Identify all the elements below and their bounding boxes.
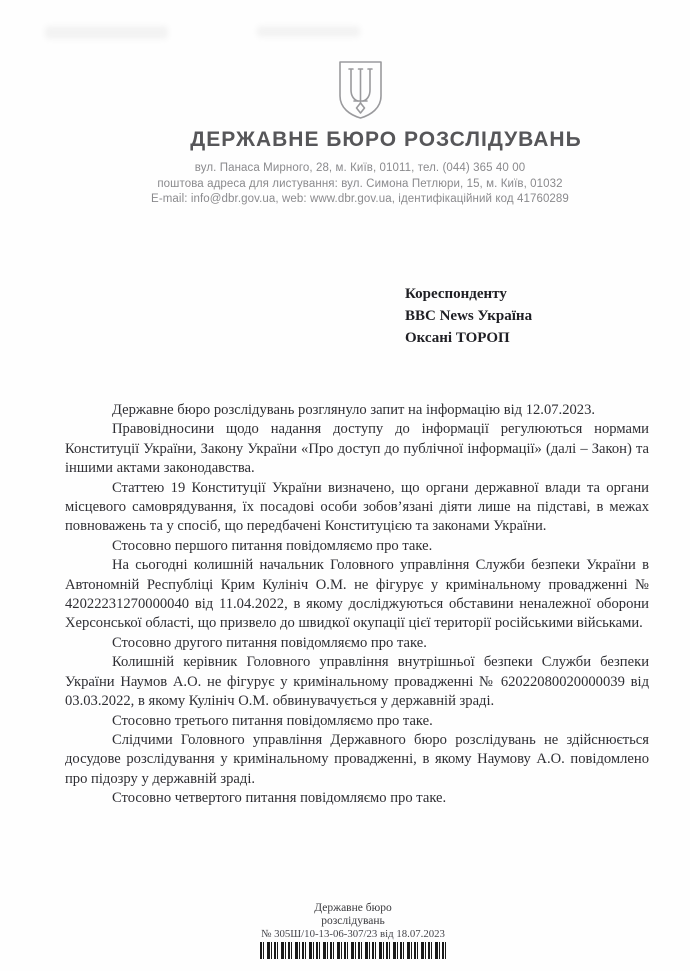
stamp-org-line-1: Державне бюро — [314, 902, 392, 914]
organization-title: ДЕРЖАВНЕ БЮРО РОЗСЛІДУВАНЬ — [190, 128, 582, 151]
address-line-2: поштова адреса для листування: вул. Симона Петлюри, 15, м. Київ, 01032 — [157, 177, 563, 190]
paragraph: Статтею 19 Конституції України визначено, що органи державної влади та органи місцевого самоврядування, їх посадові особи зобов’язані діяти лише на підставі, в межах повноважень та у спосіб, що передбачені Конституцією та законами України. — [65, 479, 649, 535]
barcode — [260, 942, 446, 959]
paragraph: Правовідносини щодо надання доступу до інформації регулюються нормами Конституції України, Закону України «Про доступ до публічної інформації» (далі – Закон) та іншими актами законодавства. — [65, 421, 649, 477]
registration-stamp — [8, 902, 690, 959]
paragraph: Стосовно другого питання повідомляємо про таке. — [112, 634, 427, 651]
organization-contacts — [53, 161, 667, 208]
addressee-organization: BBC News Україна — [405, 308, 533, 324]
letter-body — [65, 401, 649, 809]
paragraph: Стосовно третього питання повідомляємо про таке. — [112, 712, 433, 729]
paragraph: На сьогодні колишній начальник Головного управління Служби безпеки України в Автономній Республіці Крим Кулініч О.М. не фігурує у кримінальному провадженні № 42022231270000040 від 11.04.2022, в якому досліджуються обставини неналежної оборони Херсонської області, що призвело до швидкої окупації цієї території російськими військами. — [65, 557, 649, 632]
addressee-name: Оксані ТОРОП — [405, 330, 510, 346]
address-line-3: E-mail: info@dbr.gov.ua, web: www.dbr.gov.ua, ідентифікаційний код 41760289 — [151, 193, 569, 205]
addressee-block — [405, 283, 532, 349]
trident-emblem-icon — [337, 60, 384, 120]
paragraph: Стосовно четвертого питання повідомляємо про таке. — [112, 790, 447, 807]
scan-artifact — [45, 26, 168, 39]
paragraph: Слідчими Головного управління Державного бюро розслідувань не здійснюється досудове розслідування у кримінальному провадженні, в якому Наумову А.О. повідомлено про підозру у державній зраді. — [65, 731, 649, 787]
stamp-org-line-2: розслідувань — [321, 914, 385, 927]
addressee-role: Кореспонденту — [405, 286, 507, 302]
paragraph: Стосовно першого питання повідомляємо про таке. — [112, 537, 433, 554]
address-line-1: вул. Панаса Мирного, 28, м. Київ, 01011, тел. (044) 365 40 00 — [194, 162, 526, 174]
stamp-reference-number: № 305Ш/10-13-06-307/23 від 18.07.2023 — [261, 928, 445, 940]
scan-artifact — [257, 26, 360, 37]
letterhead — [53, 60, 667, 208]
paragraph: Державне бюро розслідувань розглянуло запит на інформацію від 12.07.2023. — [112, 402, 596, 418]
paragraph: Колишній керівник Головного управління внутрішньої безпеки Служби безпеки України Наумов А.О. не фігурує у кримінальному провадженні № 62022080020000039 від 03.03.2022, в якому Кулініч О.М. обвинувачується у державній зраді. — [65, 654, 649, 710]
